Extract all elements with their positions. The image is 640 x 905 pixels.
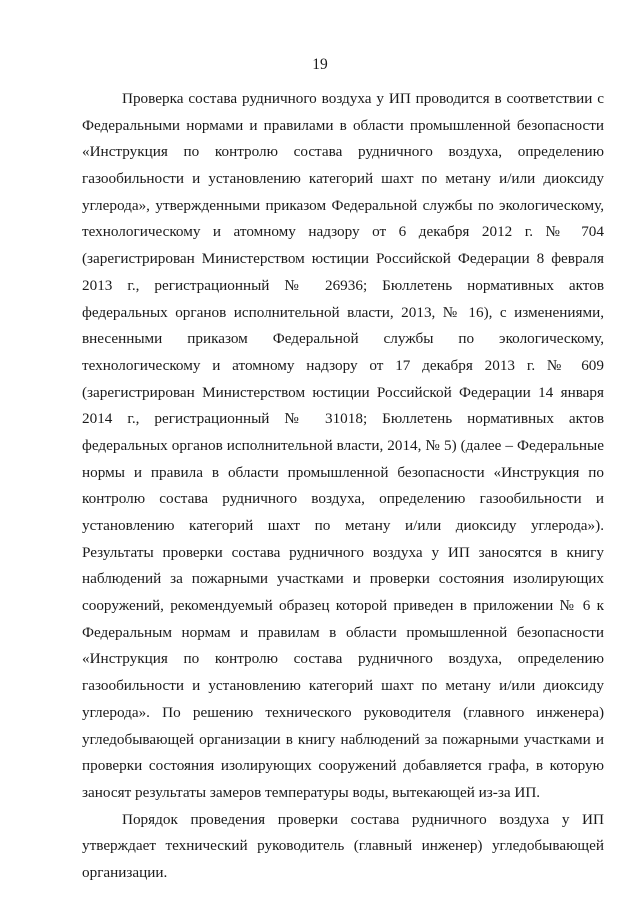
text-line: (зарегистрирован Министерством юстиции Российской Федерации 14 января xyxy=(82,383,604,401)
text-line: Проверка состава рудничного воздуха у ИП проводится в соответствии с xyxy=(122,90,604,107)
text-line: газообильности и установлению категорий шахт по метану и/или диоксиду xyxy=(82,170,604,188)
text-line: Федеральными нормами и правилами в области промышленной безопасности xyxy=(82,116,604,134)
text-line: технологическому и атомному надзору от 17 декабря 2013 г. № 609 xyxy=(82,356,604,374)
text-line: контролю состава рудничного воздуха, определению газообильности и xyxy=(82,490,604,508)
text-line: Результаты проверки состава рудничного воздуха у ИП заносятся в книгу xyxy=(82,543,604,561)
text-line: организации. xyxy=(82,863,168,881)
text-line: проверки состояния изолирующих сооружений добавляется графа, в которую xyxy=(82,757,604,775)
text-line: федеральных органов исполнительной власти, 2013, № 16), с изменениями, xyxy=(82,303,604,321)
paragraph-1 xyxy=(82,86,604,807)
paragraph-2 xyxy=(82,807,604,887)
text-line: установлению категорий шахт по метану и/или диоксиду углерода»). xyxy=(82,517,604,534)
text-line: «Инструкция по контролю состава рудничного воздуха, определению xyxy=(82,143,604,161)
text-line: утверждает технический руководитель (главный инженер) угледобывающей xyxy=(82,837,604,855)
text-line: 2014 г., регистрационный № 31018; Бюллетень нормативных актов xyxy=(82,410,604,428)
text-line: Порядок проведения проверки состава рудничного воздуха у ИП xyxy=(122,810,604,828)
text-line: заносят результаты замеров температуры воды, вытекающей из-за ИП. xyxy=(82,783,541,801)
text-line: внесенными приказом Федеральной службы по экологическому, xyxy=(82,330,604,348)
text-line: федеральных органов исполнительной власти, 2014, № 5) (далее – Федеральные xyxy=(82,436,604,454)
text-line: технологическому и атомному надзору от 6 декабря 2012 г. № 704 xyxy=(82,223,604,241)
document-body xyxy=(82,86,604,887)
text-line: Федеральным нормам и правилам в области промышленной безопасности xyxy=(82,623,604,641)
text-line: нормы и правила в области промышленной безопасности «Инструкция по xyxy=(82,463,604,481)
text-line: углерода». По решению технического руководителя (главного инженера) xyxy=(82,703,604,721)
text-line: «Инструкция по контролю состава рудничного воздуха, определению xyxy=(82,650,604,668)
text-line: 2013 г., регистрационный № 26936; Бюллетень нормативных актов xyxy=(82,276,604,294)
text-line: углерода», утвержденными приказом Федеральной службы по экологическому, xyxy=(82,196,604,214)
text-line: газообильности и установлению категорий шахт по метану и/или диоксиду xyxy=(82,677,604,695)
text-line: (зарегистрирован Министерством юстиции Российской Федерации 8 февраля xyxy=(82,250,604,268)
text-line: наблюдений за пожарными участками и проверки состояния изолирующих xyxy=(82,570,604,588)
text-line: угледобывающей организации в книгу наблюдений за пожарными участками и xyxy=(82,730,604,748)
page-number: 19 xyxy=(312,56,328,73)
text-line: сооружений, рекомендуемый образец которой приведен в приложении № 6 к xyxy=(82,597,604,615)
